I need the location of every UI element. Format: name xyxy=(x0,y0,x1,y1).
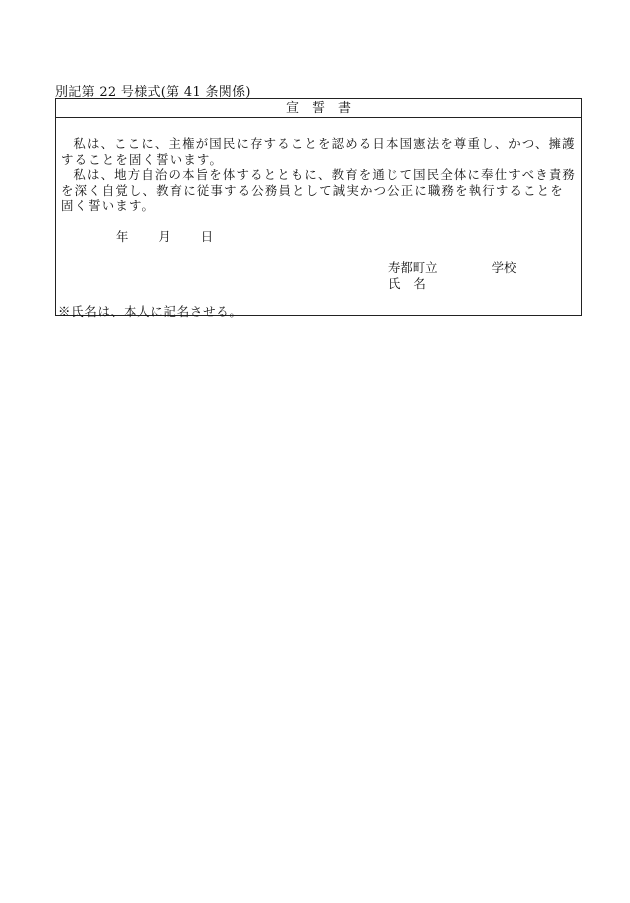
name-label: 氏名 xyxy=(388,276,439,291)
footnote: ※氏名は、本人に記名させる。 xyxy=(58,304,243,319)
school-prefix: 寿都町立 xyxy=(388,260,438,275)
school-suffix: 学校 xyxy=(491,260,517,275)
oath-body xyxy=(61,136,576,214)
oath-form-box xyxy=(55,98,582,319)
oath-paragraph-1: 私は、ここに、主権が国民に存することを認める日本国憲法を尊重し、かつ、擁護することを固く誓います。 xyxy=(61,136,576,167)
date-year-label: 年 xyxy=(116,229,129,244)
date-line xyxy=(116,227,213,245)
oath-title: 宣誓書 xyxy=(56,99,581,118)
oath-paragraph-2: 私は、地方自治の本旨を体するとともに、教育を通じて国民全体に奉仕すべき責務を深く自覚し、教育に従事する公務員として誠実かつ公正に職務を執行することを固く誓います。 xyxy=(61,167,576,213)
form-number-label: 別記第 22 号様式(第 41 条関係) xyxy=(55,85,251,100)
date-day-label: 日 xyxy=(200,229,214,244)
date-month-label: 月 xyxy=(158,229,171,244)
